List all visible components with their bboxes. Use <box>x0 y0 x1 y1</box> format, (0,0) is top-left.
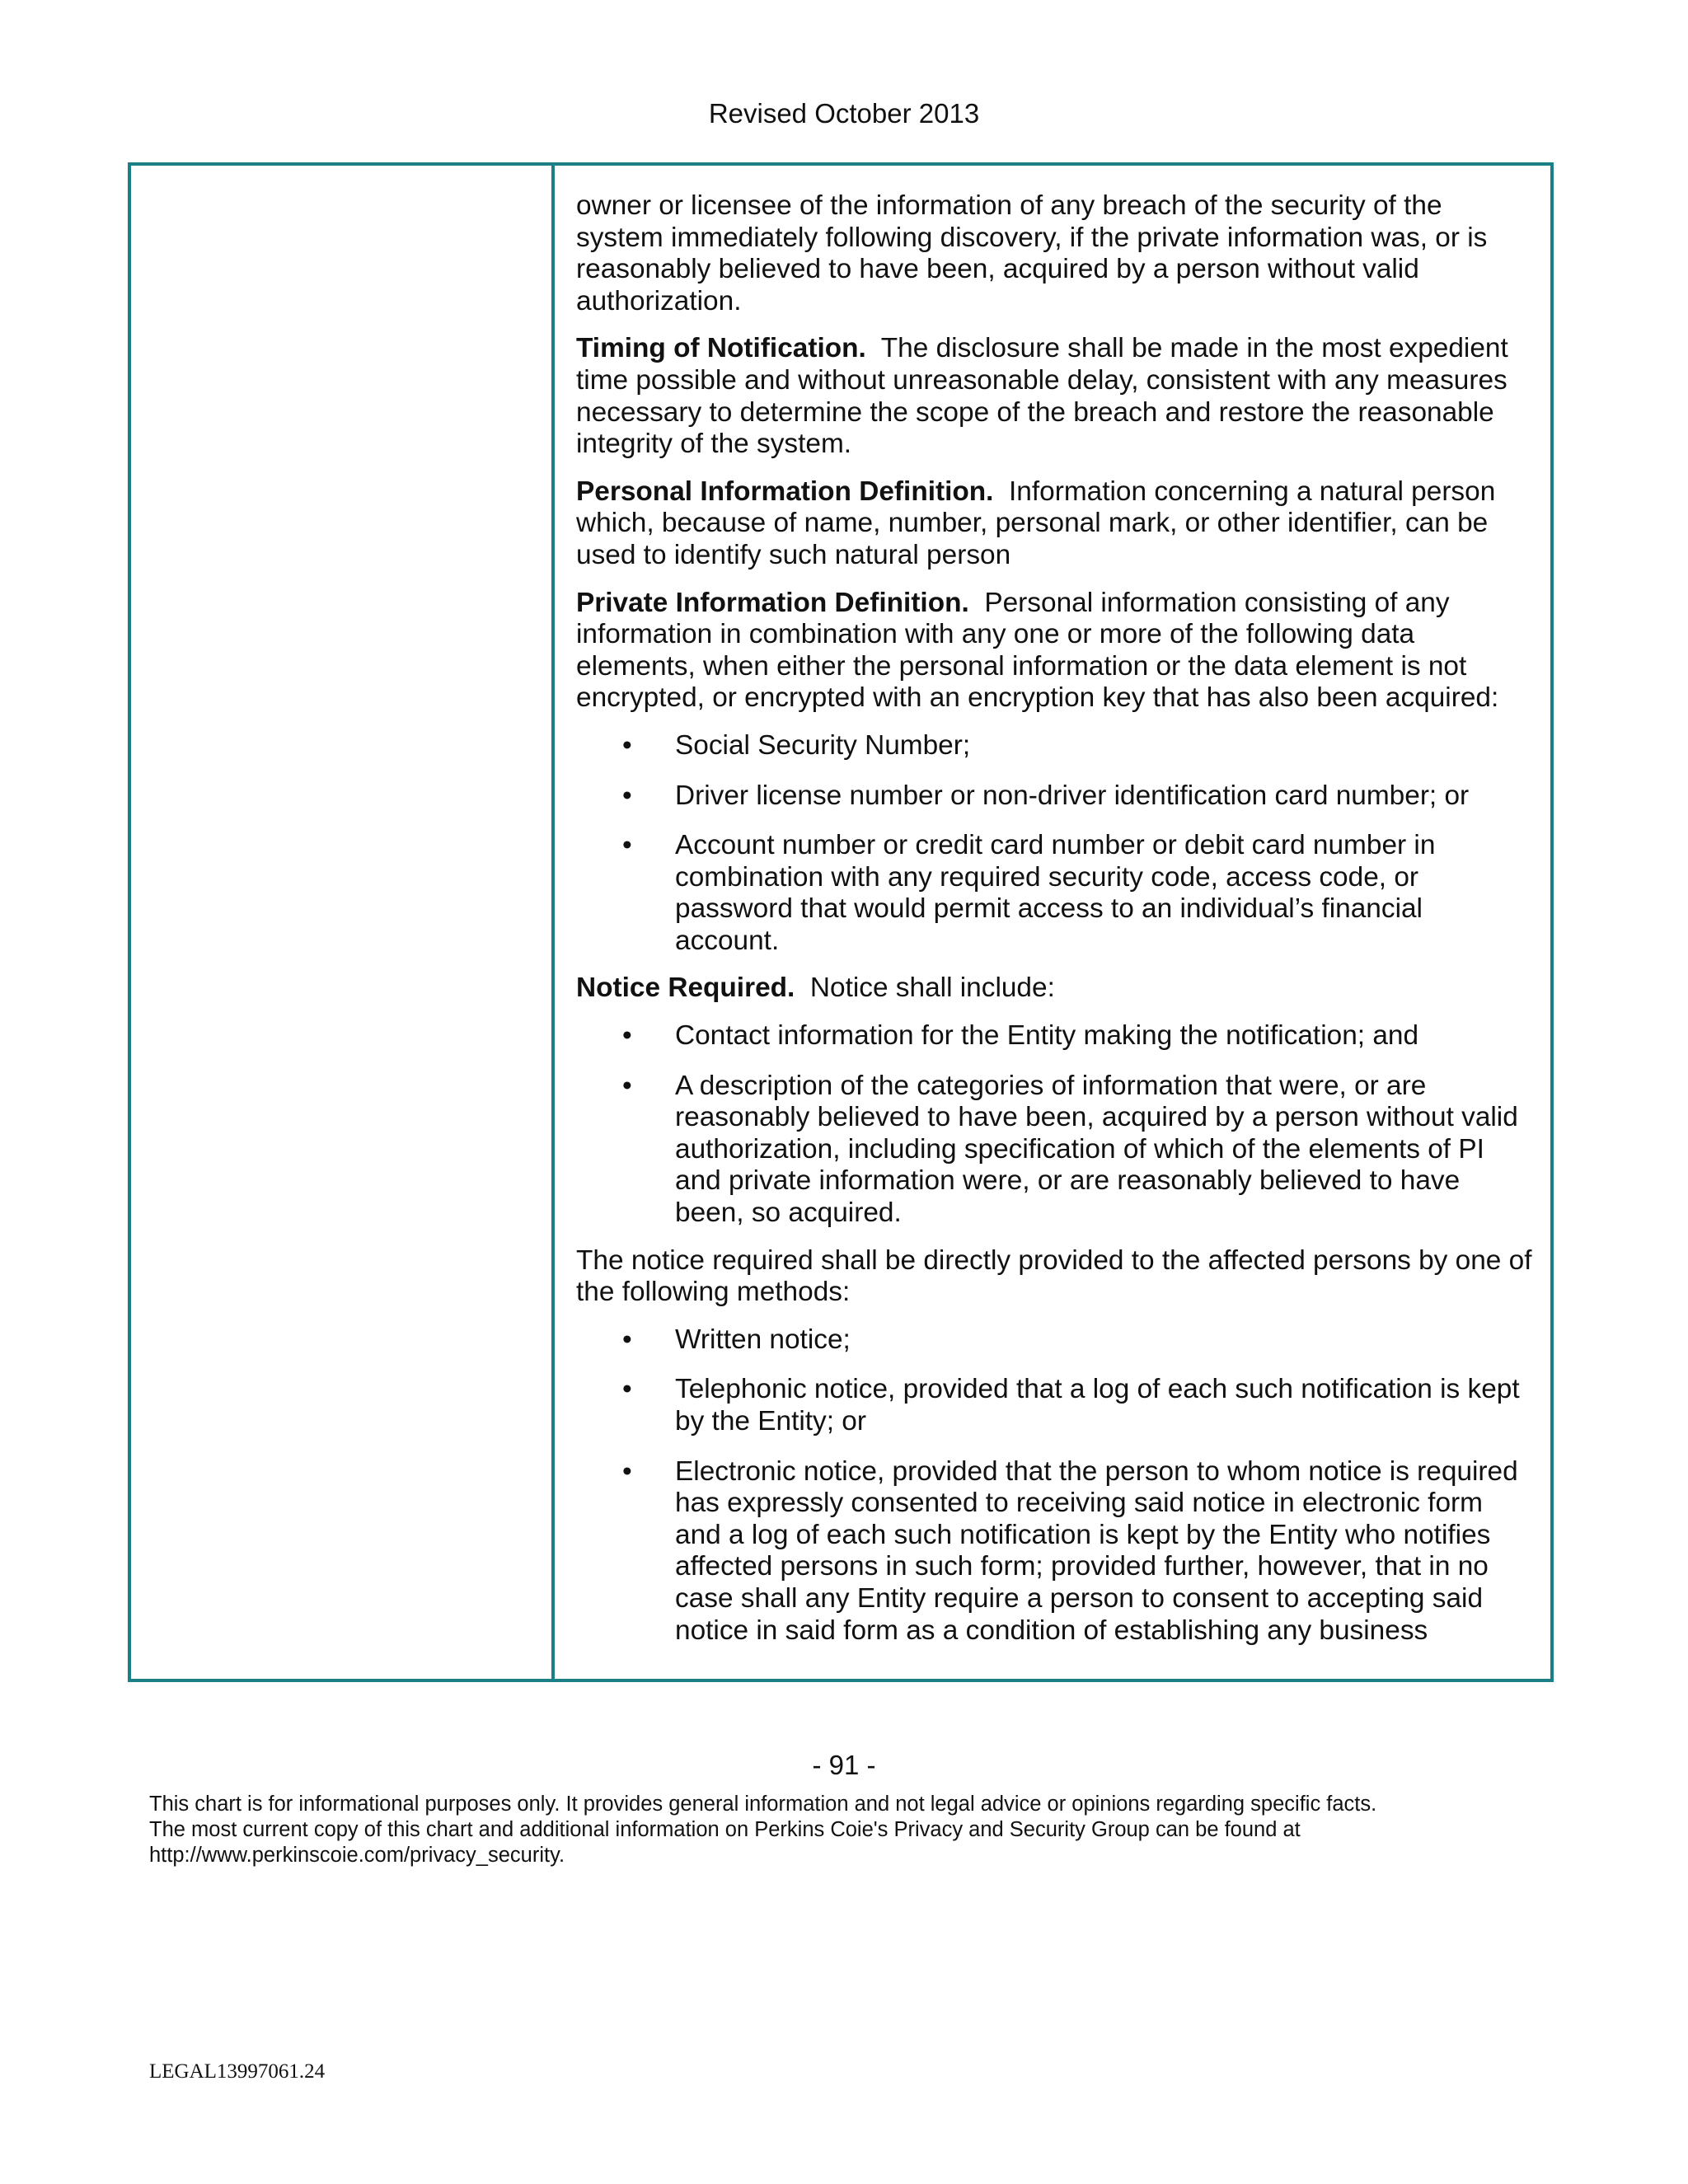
timing-heading: Timing of Notification. <box>576 333 866 364</box>
disclaimer-line: The most current copy of this chart and additional information on Perkins Coie's Privacy and Security Group can be found at <box>149 1818 1301 1841</box>
methods-list <box>576 1324 1534 1647</box>
list-item-text: Social Security Number; <box>675 729 971 761</box>
table-right-column <box>558 166 1550 1679</box>
bullet-glyph: • <box>622 1070 632 1101</box>
list-item <box>576 1374 1534 1437</box>
list-item-text: A description of the categories of information that were, or are reasonably believed to have been, acquired by a person without valid authorization, including specification of which of the elements of PI and private information were, or are reasonably believed to have been, so acquired. <box>675 1070 1518 1229</box>
personal-info-heading: Personal Information Definition. <box>576 476 994 507</box>
disclaimer-link[interactable]: http://www.perkinscoie.com/privacy_security. <box>149 1844 565 1867</box>
document-id: LEGAL13997061.24 <box>149 2060 326 2083</box>
list-item-text: Electronic notice, provided that the person to whom notice is required has expressly consented to receiving said notice in electronic form and a log of each such notification is kept by the Entity who notifies affected persons in such form; provided further, however, that in no case shall any Entity require a person to consent to accepting said notice in said form as a condition of establishing any business <box>675 1455 1518 1646</box>
notice-required-heading: Notice Required. <box>576 972 795 1004</box>
personal-info-text: Information concerning a natural person which, because of name, number, personal mark, or other identifier, can be used to identify such natural person <box>576 476 1496 570</box>
list-item-text: Telephonic notice, provided that a log of each such notification is kept by the Entity; or <box>675 1374 1520 1436</box>
list-item-text: Written notice; <box>675 1324 851 1355</box>
bullet-glyph: • <box>622 780 632 811</box>
list-item <box>576 780 1534 813</box>
bullet-glyph: • <box>622 830 632 861</box>
bullet-glyph: • <box>622 1374 632 1405</box>
bullet-glyph: • <box>622 1455 632 1487</box>
notice-required-text: Notice shall include: <box>809 972 1055 1004</box>
bullet-glyph: • <box>622 1324 632 1355</box>
private-info-list <box>576 730 1534 958</box>
disclaimer-line: This chart is for informational purposes only. It provides general information and not legal advice or opinions regarding specific facts. <box>149 1793 1377 1816</box>
timing-text: The disclosure shall be made in the most expedient time possible and without unreasonable delay, consistent with any measures necessary to determine the scope of the breach and restore the reasonable integrity of the system. <box>576 333 1508 460</box>
private-info-heading: Private Information Definition. <box>576 587 969 618</box>
list-item-text: Driver license number or non-driver identification card number; or <box>675 780 1470 811</box>
list-item-text: Account number or credit card number or debit card number in combination with any required security code, access code, or password that would permit access to an individual’s financial account. <box>675 830 1436 956</box>
revised-date-header: Revised October 2013 <box>708 98 980 129</box>
list-item <box>576 830 1534 957</box>
table-left-column <box>131 166 555 1679</box>
list-item <box>576 1071 1534 1230</box>
content-table <box>128 162 1554 1682</box>
page-number: - 91 - <box>812 1750 876 1780</box>
notice-required-list <box>576 1020 1534 1230</box>
list-item <box>576 1456 1534 1647</box>
methods-paragraph: The notice required shall be directly provided to the affected persons by one of the following methods: <box>576 1244 1532 1308</box>
timing-paragraph <box>576 333 1534 460</box>
bullet-glyph: • <box>622 1020 632 1052</box>
list-item <box>576 730 1534 762</box>
list-item <box>576 1324 1534 1357</box>
disclaimer <box>149 1792 1550 1868</box>
list-item <box>576 1020 1534 1052</box>
notice-required-paragraph <box>576 972 1534 1005</box>
private-info-text: Personal information consisting of any information in combination with any one or more of the following data elements, when either the personal information or the data element is not encrypted, or encrypted with an encryption key that has also been acquired: <box>576 587 1499 714</box>
private-info-paragraph <box>576 588 1534 715</box>
intro-paragraph: owner or licensee of the information of any breach of the security of the system immediately following discovery, if the private information was, or is reasonably believed to have been, acquired by a person without valid authorization. <box>576 190 1488 316</box>
personal-info-paragraph <box>576 476 1534 572</box>
bullet-glyph: • <box>622 729 632 761</box>
list-item-text: Contact information for the Entity making the notification; and <box>675 1020 1419 1052</box>
